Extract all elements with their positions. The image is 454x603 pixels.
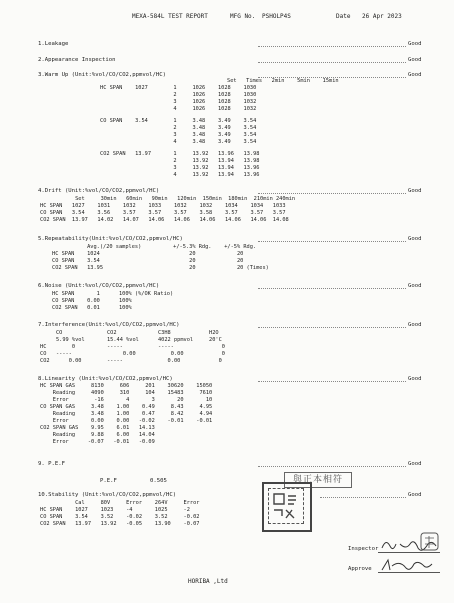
stability-result: Good: [408, 492, 422, 498]
leader-dots: [258, 288, 406, 289]
leader-dots: [258, 381, 406, 382]
stability-row: Cal 80V Error 264V Error: [40, 500, 200, 506]
repeatability-result: Good: [408, 236, 422, 242]
section-linearity: 8.Linearity (Unit:%vol/CO/CO2,ppmvol/HC): [38, 376, 173, 382]
drift-row: HC SPAN 1027 1031 1032 1033 1032 1032 1034 1034 1033: [40, 203, 286, 209]
interference-row: HC 0 ----- ----- 0: [40, 344, 225, 350]
interference-row: CO CO2 C3H8 H2O: [40, 330, 219, 336]
report-date: 26 Apr 2023: [362, 13, 402, 20]
repeat-row: CO SPAN 3.54 20 20: [52, 258, 244, 264]
section-stability: 10.Stability (Unit:%vol/CO/CO2,ppmvol/HC): [38, 492, 177, 498]
warmup-row: 2 13.92 13.94 13.98: [100, 158, 260, 164]
warmup-row: 3 13.92 13.94 13.96: [100, 165, 260, 171]
pef-result: Good: [408, 461, 422, 467]
warmup-row: HC SPAN 1027 1 1026 1028 1030: [100, 85, 257, 91]
inspector-label: Inspector: [348, 546, 379, 552]
linearity-row: Error 0.00 0.00 -0.02 -0.01 -0.01: [40, 418, 213, 424]
linearity-result: Good: [408, 376, 422, 382]
noise-result: Good: [408, 283, 422, 289]
repeat-header: Avg.(/20 samples) +/-5.3% Rdg. +/-5% Rdg.: [52, 244, 257, 250]
noise-row: CO2 SPAN 0.01 100%: [52, 305, 132, 311]
linearity-row: Error -0.07 -0.01 -0.09: [40, 439, 155, 445]
repeat-row: CO2 SPAN 13.95 20 20 (Times): [52, 265, 269, 271]
warmup-row: CO2 SPAN 13.97 1 13.92 13.96 13.98: [100, 151, 260, 157]
approve-signature-icon: [378, 556, 442, 574]
mfg-label: MFG No.: [230, 13, 256, 20]
stability-row: HC SPAN 1027 1023 -4 1025 -2: [40, 507, 190, 513]
linearity-row: Reading 4090 310 104 15483 7610: [40, 390, 213, 396]
stability-row: CO2 SPAN 13.97 13.92 -0.05 13.90 -0.07: [40, 521, 200, 527]
warmup-row: 4 1026 1028 1032: [100, 106, 257, 112]
warmup-row: 4 13.92 13.94 13.96: [100, 172, 260, 178]
linearity-row: Error -16 4 3 20 10: [40, 397, 213, 403]
report-title: MEXA-584L TEST REPORT: [132, 13, 208, 20]
stability-row: CO SPAN 3.54 3.52 -0.02 3.52 -0.02: [40, 514, 200, 520]
interference-result: Good: [408, 322, 422, 328]
company-seal: [262, 482, 312, 532]
noise-row: CO SPAN 0.00 100%: [52, 298, 132, 304]
date-label: Date: [336, 13, 351, 20]
leader-dots: [258, 62, 406, 63]
leader-dots: [258, 193, 406, 194]
leader-dots: [258, 46, 406, 47]
warmup-row: 3 1026 1028 1032: [100, 99, 257, 105]
warmup-row: 4 3.48 3.49 3.54: [100, 139, 257, 145]
noise-row: HC SPAN 1 100% (%/OK Ratio): [52, 291, 174, 297]
linearity-row: HC SPAN GAS 8130 606 201 30620 15050: [40, 383, 213, 389]
interference-row: CO ----- 0.00 0.00 0: [40, 351, 225, 357]
leader-dots: [258, 466, 406, 467]
appearance-result: Good: [408, 57, 422, 63]
pef-label: P.E.F: [100, 478, 117, 484]
interference-row: CO2 0.00 ----- 0.00 0: [40, 358, 222, 364]
section-noise: 6.Noise (Unit:%vol/CO/CO2,ppmvol/HC): [38, 283, 160, 289]
section-drift: 4.Drift (Unit:%vol/CO/CO2,ppmvol/HC): [38, 188, 160, 194]
section-pef: 9. P.E.F: [38, 461, 65, 467]
drift-row: CO2 SPAN 13.97 14.02 14.07 14.06 14.06 14.06 14.06 14.06 14.08: [40, 217, 289, 223]
leakage-result: Good: [408, 41, 422, 47]
drift-row: CO SPAN 3.54 3.56 3.57 3.57 3.57 3.58 3.57 3.57 3.57: [40, 210, 286, 216]
warmup-header: Set Times 2min 5min 15min: [227, 78, 339, 84]
warmup-row: 3 3.48 3.49 3.54: [100, 132, 257, 138]
seal-glyph-icon: [262, 482, 308, 528]
drift-header: Set 30min 60min 90min 120min 150min 180min 210min 240min: [40, 196, 296, 202]
company-footer: HORIBA ,Ltd: [188, 578, 228, 585]
section-appearance: 2.Appearance Inspection: [38, 57, 116, 63]
approve-label: Approve: [348, 566, 372, 572]
section-interference: 7.Interference(Unit:%vol/CO/CO2,ppmvol/HC): [38, 322, 180, 328]
mfg-number: PSHOLP4S: [262, 13, 291, 20]
inspector-hanko-icon: [420, 532, 440, 552]
repeat-row: HC SPAN 1024 20 20: [52, 251, 244, 257]
section-repeatability: 5.Repeatability(Unit:%vol/CO/CO2,ppmvol/HC): [38, 236, 183, 242]
linearity-row: Reading 3.48 1.00 0.47 8.42 4.94: [40, 411, 213, 417]
certified-copy-stamp: 與正本相符: [284, 472, 352, 488]
linearity-row: Reading 9.88 6.00 14.04: [40, 432, 155, 438]
leader-dots: [320, 497, 406, 498]
warmup-row: CO SPAN 3.54 1 3.48 3.49 3.54: [100, 118, 257, 124]
section-warmup: 3.Warm Up (Unit:%vol/CO/CO2,ppmvol/HC): [38, 72, 166, 78]
interference-row: 5.99 %vol 15.44 %vol 4022 ppmvol 20'C: [40, 337, 222, 343]
linearity-row: CO2 SPAN GAS 9.95 6.01 14.13: [40, 425, 155, 431]
pef-value: 0.505: [150, 478, 167, 484]
leader-dots: [258, 241, 406, 242]
linearity-row: CO SPAN GAS 3.48 1.00 0.49 8.43 4.95: [40, 404, 213, 410]
warmup-result: Good: [408, 72, 422, 78]
warmup-row: 2 3.48 3.49 3.54: [100, 125, 257, 131]
section-leakage: 1.Leakage: [38, 41, 69, 47]
drift-result: Good: [408, 188, 422, 194]
warmup-row: 2 1026 1028 1030: [100, 92, 257, 98]
leader-dots: [258, 327, 406, 328]
